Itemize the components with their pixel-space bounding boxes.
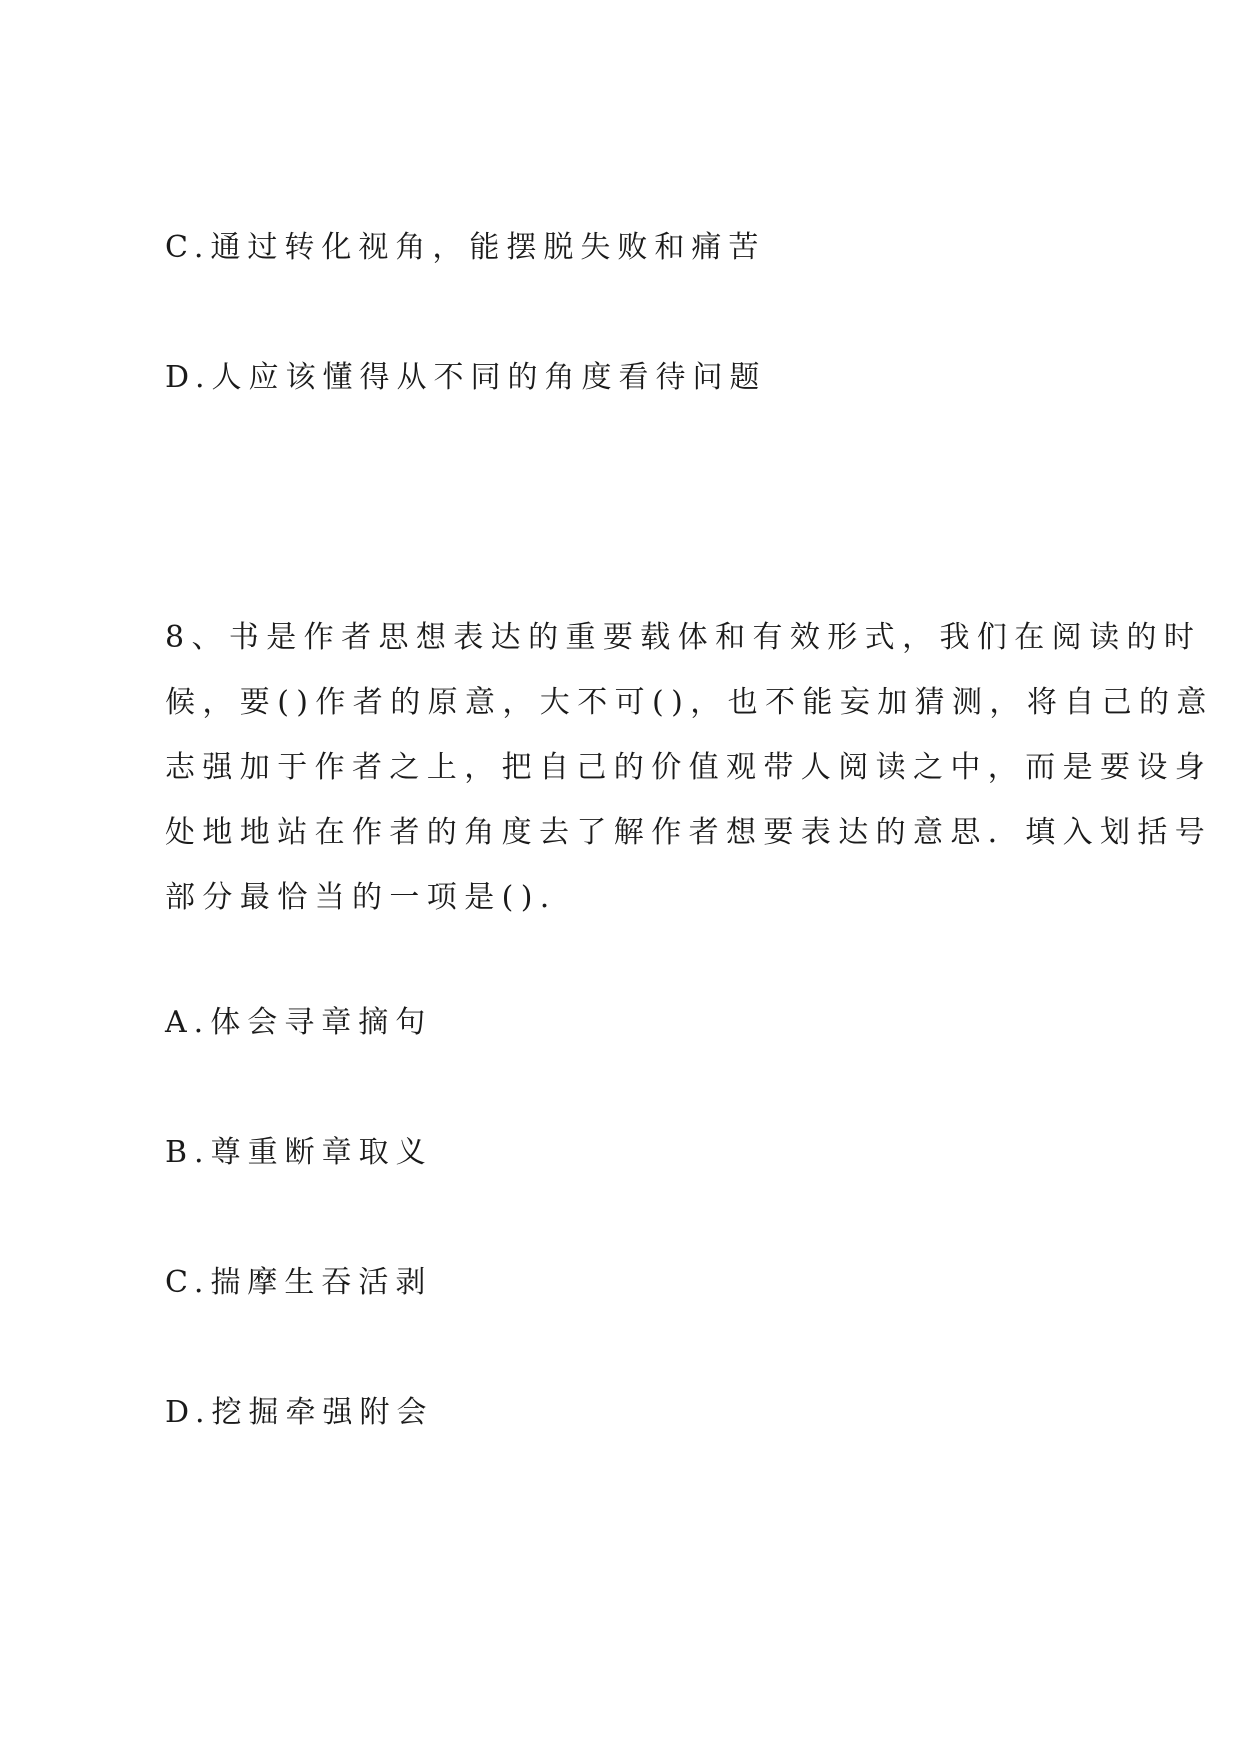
- option-b: B.尊重断章取义: [165, 1135, 433, 1170]
- option-a: A.体会寻章摘句: [165, 1005, 433, 1040]
- question-stem-line: 部分最恰当的一项是().: [165, 880, 557, 915]
- prev-option-c: C.通过转化视角，能摆脱失败和痛苦: [165, 230, 766, 265]
- option-c: C.揣摩生吞活剥: [165, 1265, 433, 1300]
- option-d: D.挖掘牵强附会: [165, 1395, 434, 1430]
- question-stem-line: 候，要()作者的原意，大不可()，也不能妄加猜测，将自己的意: [165, 685, 1214, 720]
- question-stem-line: 志强加于作者之上，把自己的价值观带人阅读之中，而是要设身: [165, 750, 1213, 785]
- question-8-stem: [165, 618, 1214, 943]
- question-stem-line: 8、书是作者思想表达的重要载体和有效形式，我们在阅读的时: [165, 620, 1202, 655]
- question-stem-line: 处地地站在作者的角度去了解作者想要表达的意思．填入划括号: [165, 815, 1213, 850]
- prev-option-d: D.人应该懂得从不同的角度看待问题: [165, 360, 767, 395]
